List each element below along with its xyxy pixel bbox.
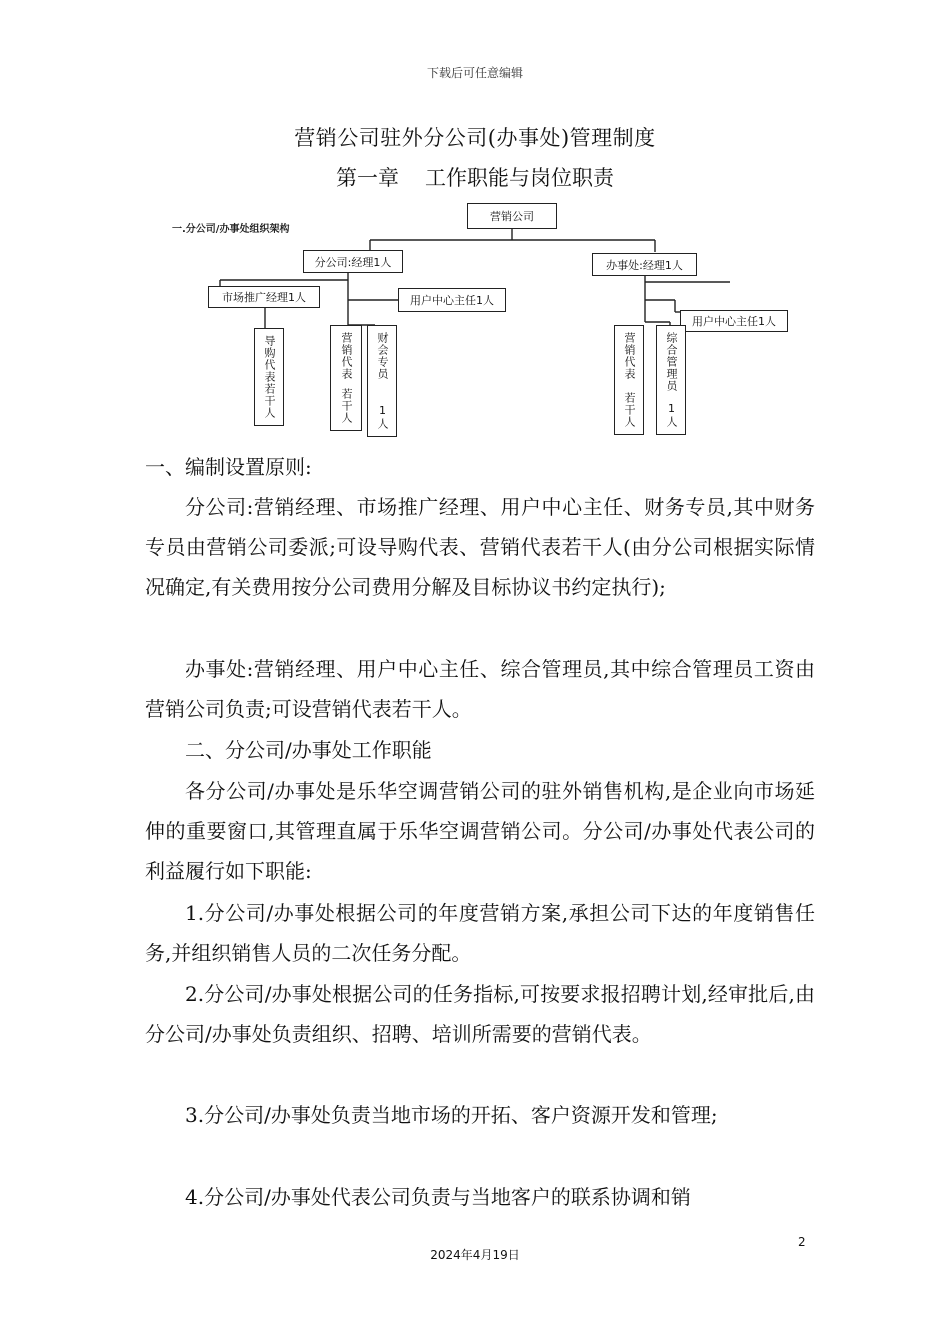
paragraph-branch-staffing: 分公司:营销经理、市场推广经理、用户中心主任、财务专员,其中财务专员由营销公司委派;可设导购代表、营销代表若干人(由分公司根据实际情况确定,有关费用按分公司费用分解及目标协议书约定执行);: [145, 495, 815, 599]
org-node-branch-user-center: 用户中心主任1人: [398, 288, 506, 312]
branch-sales-rep-label: 营销代表: [340, 332, 353, 380]
office-admin-label: 综合管理员: [665, 332, 678, 392]
org-node-branch-marketing: 市场推广经理1人: [208, 286, 320, 308]
chapter-heading: [0, 162, 950, 192]
org-node-office-admin: [656, 325, 686, 435]
branch-finance-label: 财会专员: [376, 332, 389, 380]
org-node-branch-sales-rep: [330, 325, 362, 431]
org-chart-caption: 一.分公司/办事处组织架构: [172, 224, 290, 235]
branch-sales-rep-count: 若干人: [340, 388, 353, 424]
org-chart: [170, 200, 810, 445]
org-node-branch-guide: 导购代表若干人: [254, 328, 284, 426]
office-admin-count: 1人: [665, 402, 678, 428]
org-node-root: 营销公司: [467, 203, 557, 229]
list-item-4: 4.分公司/办事处代表公司负责与当地客户的联系协调和销: [185, 1185, 691, 1209]
list-item-2: 2.分公司/办事处根据公司的任务指标,可按要求报招聘计划,经审批后,由分公司/办事处负责组织、招聘、培训所需要的营销代表。: [145, 982, 815, 1046]
org-node-office: 办事处:经理1人: [592, 253, 697, 276]
chapter-number: 第一章: [336, 166, 399, 190]
header-note: 下载后可任意编辑: [426, 66, 523, 80]
org-node-office-sales-rep: [614, 325, 644, 435]
org-node-office-user-center: 用户中心主任1人: [680, 310, 788, 332]
document-title: 营销公司驻外分公司(办事处)管理制度: [294, 126, 656, 150]
footer-date: 2024年4月19日: [430, 1248, 520, 1262]
section1-heading: 一、编制设置原则:: [145, 455, 312, 479]
chapter-name: 工作职能与岗位职责: [425, 166, 614, 190]
org-node-branch-finance: [367, 325, 397, 437]
paragraph-functions-intro: 各分公司/办事处是乐华空调营销公司的驻外销售机构,是企业向市场延伸的重要窗口,其管理直属于乐华空调营销公司。分公司/办事处代表公司的利益履行如下职能:: [145, 779, 815, 883]
org-node-branch: 分公司:经理1人: [303, 250, 403, 273]
page-number: 2: [798, 1235, 806, 1249]
branch-finance-count: 1人: [376, 404, 389, 430]
paragraph-office-staffing: 办事处:营销经理、用户中心主任、综合管理员,其中综合管理员工资由营销公司负责;可设营销代表若干人。: [145, 657, 815, 721]
list-item-3: 3.分公司/办事处负责当地市场的开拓、客户资源开发和管理;: [185, 1103, 718, 1127]
office-sales-rep-label: 营销代表: [623, 332, 636, 380]
section2-heading: 二、分公司/办事处工作职能: [185, 738, 432, 762]
list-item-1: 1.分公司/办事处根据公司的年度营销方案,承担公司下达的年度销售任务,并组织销售人员的二次任务分配。: [145, 901, 815, 965]
office-sales-rep-count: 若干人: [623, 392, 636, 428]
